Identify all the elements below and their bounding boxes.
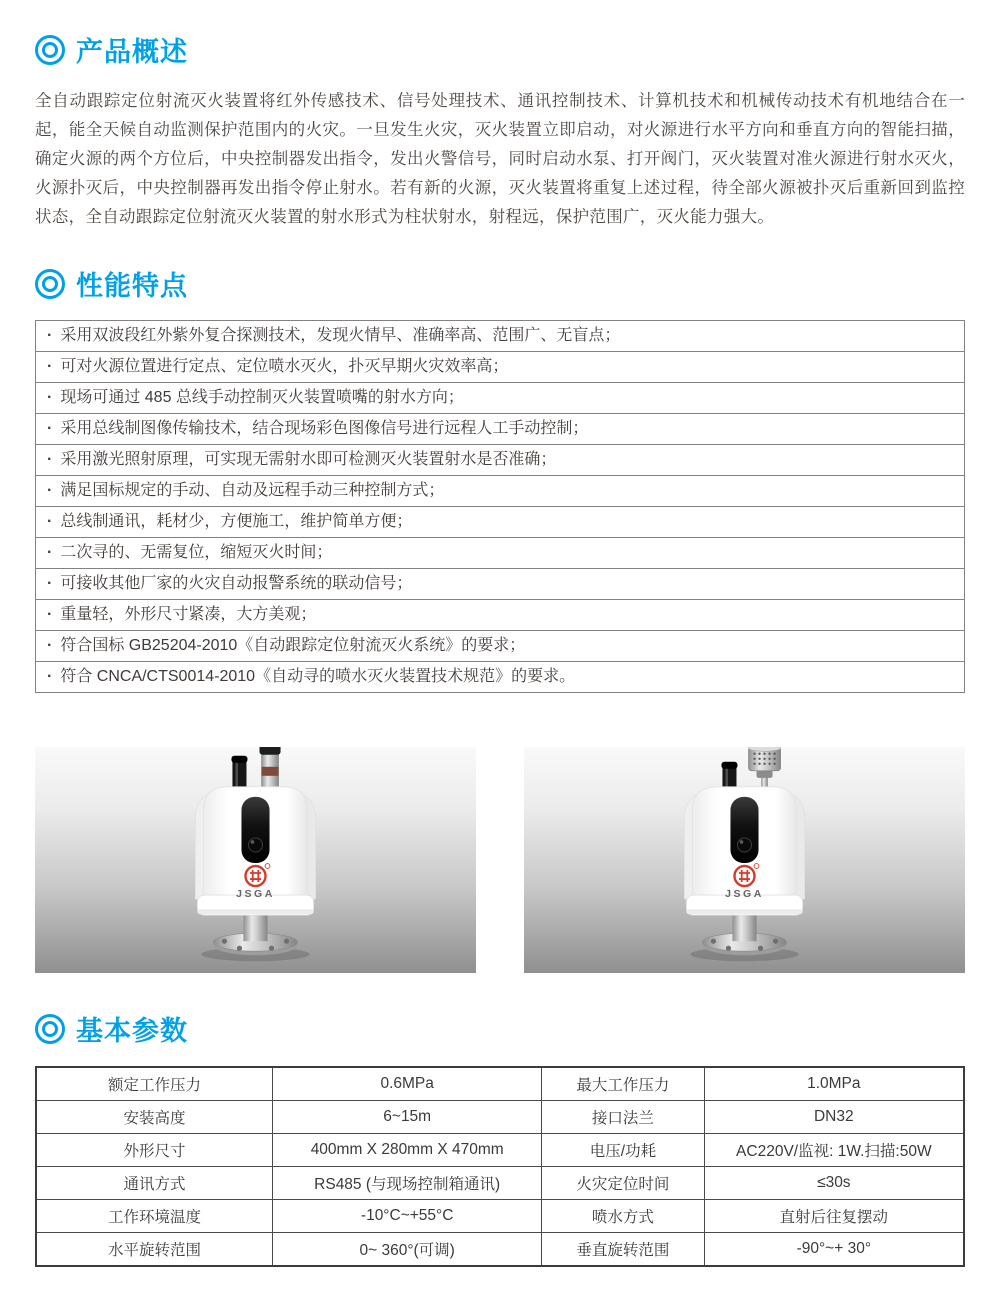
bullet-dot: · <box>47 327 53 344</box>
param-value: 400mm X 280mm X 470mm <box>273 1134 542 1167</box>
feature-text: 现场可通过 485 总线手动控制灭火装置喷嘴的射水方向； <box>60 389 464 406</box>
brand-logo-text: JSGA <box>725 888 764 901</box>
param-label: 最大工作压力 <box>542 1067 704 1101</box>
feature-item <box>36 414 964 445</box>
feature-text: 符合国标 GB25204-2010《自动跟踪定位射流灭火系统》的要求； <box>60 637 526 654</box>
feature-text: 二次寻的、无需复位，缩短灭火时间； <box>60 544 333 561</box>
feature-item <box>36 352 964 383</box>
feature-text: 可对火源位置进行定点、定位喷水灭火，扑灭早期火灾效率高； <box>60 358 509 375</box>
table-row <box>36 1101 964 1134</box>
parameters-heading <box>35 1009 965 1048</box>
double-circle-icon <box>35 269 65 299</box>
param-value: AC220V/监视: 1W.扫描:50W <box>704 1134 964 1167</box>
param-label: 外形尺寸 <box>36 1134 273 1167</box>
feature-item <box>36 445 964 476</box>
param-value: 1.0MPa <box>704 1067 964 1101</box>
section-overview <box>35 30 965 232</box>
bullet-dot: · <box>47 451 53 468</box>
param-label: 喷水方式 <box>542 1200 704 1233</box>
param-label: 安装高度 <box>36 1101 273 1134</box>
feature-text: 可接收其他厂家的火灾自动报警系统的联动信号； <box>60 575 413 592</box>
bullet-dot: · <box>47 637 53 654</box>
feature-text: 采用总线制图像传输技术，结合现场彩色图像信号进行远程人工手动控制； <box>60 420 589 437</box>
feature-item <box>36 662 964 692</box>
param-value: 直射后往复摆动 <box>704 1200 964 1233</box>
feature-item <box>36 476 964 507</box>
device-illustration-left <box>35 747 476 973</box>
features-title-text: 性能特点 <box>76 271 188 301</box>
param-label: 接口法兰 <box>542 1101 704 1134</box>
product-photo-spray-nozzle <box>524 747 965 973</box>
product-gallery <box>35 747 965 973</box>
overview-paragraph: 全自动跟踪定位射流灭火装置将红外传感技术、信号处理技术、通讯控制技术、计算机技术和机械传动技术有机地结合在一起，能全天候自动监测保护范围内的火灾。一旦发生火灾，灭火装置立即启动，对火源进行水平方向和垂直方向的智能扫描，确定火源的两个方位后，中央控制器发出指令，发出火警信号，同时启动水泵、打开阀门，灭火装置对准火源进行射水灭火，火源扑灭后，中央控制器再发出指令停止射水。若有新的火源，灭火装置将重复上述过程，待全部火源被扑灭后重新回到监控状态，全自动跟踪定位射流灭火装置的射水形式为柱状射水，射程远，保护范围广，灭火能力强大。 <box>35 92 965 226</box>
bullet-dot: · <box>47 544 53 561</box>
param-value: DN32 <box>704 1101 964 1134</box>
double-circle-icon <box>35 35 65 65</box>
param-label: 通讯方式 <box>36 1167 273 1200</box>
feature-item <box>36 569 964 600</box>
double-circle-icon <box>35 1014 65 1044</box>
section-features <box>35 264 965 693</box>
brand-logo-text: JSGA <box>236 888 275 901</box>
feature-text: 符合 CNCA/CTS0014-2010《自动寻的喷水灭火装置技术规范》的要求。 <box>60 668 576 685</box>
param-value: 6~15m <box>273 1101 542 1134</box>
table-row <box>36 1233 964 1267</box>
feature-text: 采用双波段红外紫外复合探测技术，发现火情早、准确率高、范围广、无盲点； <box>60 327 621 344</box>
bullet-dot: · <box>47 358 53 375</box>
bullet-dot: · <box>47 420 53 437</box>
feature-text: 采用激光照射原理，可实现无需射水即可检测灭火装置射水是否准确； <box>60 451 557 468</box>
feature-item <box>36 321 964 352</box>
double-circle-icon-inner <box>42 1021 58 1037</box>
param-value: -10°C~+55°C <box>273 1200 542 1233</box>
param-value: 0.6MPa <box>273 1067 542 1101</box>
bullet-dot: · <box>47 575 53 592</box>
bullet-dot: · <box>47 513 53 530</box>
overview-title-text: 产品概述 <box>76 37 188 67</box>
param-label: 工作环境温度 <box>36 1200 273 1233</box>
param-label: 火灾定位时间 <box>542 1167 704 1200</box>
feature-text: 满足国标规定的手动、自动及远程手动三种控制方式； <box>60 482 445 499</box>
feature-text: 重量轻，外形尺寸紧凑，大方美观； <box>60 606 317 623</box>
overview-heading <box>35 30 965 69</box>
param-label: 额定工作压力 <box>36 1067 273 1101</box>
bullet-dot: · <box>47 606 53 623</box>
feature-item <box>36 383 964 414</box>
feature-list <box>35 320 965 693</box>
bullet-dot: · <box>47 389 53 406</box>
table-row <box>36 1200 964 1233</box>
param-label: 垂直旋转范围 <box>542 1233 704 1267</box>
param-value: 0~ 360°(可调) <box>273 1233 542 1267</box>
bullet-dot: · <box>47 668 53 685</box>
table-row <box>36 1067 964 1101</box>
parameters-title-text: 基本参数 <box>76 1016 188 1046</box>
product-photo-jet-nozzle <box>35 747 476 973</box>
section-parameters <box>35 1009 965 1267</box>
feature-item <box>36 507 964 538</box>
feature-item <box>36 631 964 662</box>
feature-item <box>36 538 964 569</box>
parameters-table <box>35 1066 965 1267</box>
double-circle-icon-inner <box>42 276 58 292</box>
table-row <box>36 1134 964 1167</box>
features-heading <box>35 264 965 303</box>
device-illustration-right <box>524 747 965 973</box>
param-label: 电压/功耗 <box>542 1134 704 1167</box>
table-row <box>36 1167 964 1200</box>
param-label: 水平旋转范围 <box>36 1233 273 1267</box>
param-value: -90°~+ 30° <box>704 1233 964 1267</box>
param-value: ≤30s <box>704 1167 964 1200</box>
bullet-dot: · <box>47 482 53 499</box>
double-circle-icon-inner <box>42 42 58 58</box>
feature-text: 总线制通讯，耗材少，方便施工，维护简单方便； <box>60 513 413 530</box>
param-value: RS485 (与现场控制箱通讯) <box>273 1167 542 1200</box>
feature-item <box>36 600 964 631</box>
